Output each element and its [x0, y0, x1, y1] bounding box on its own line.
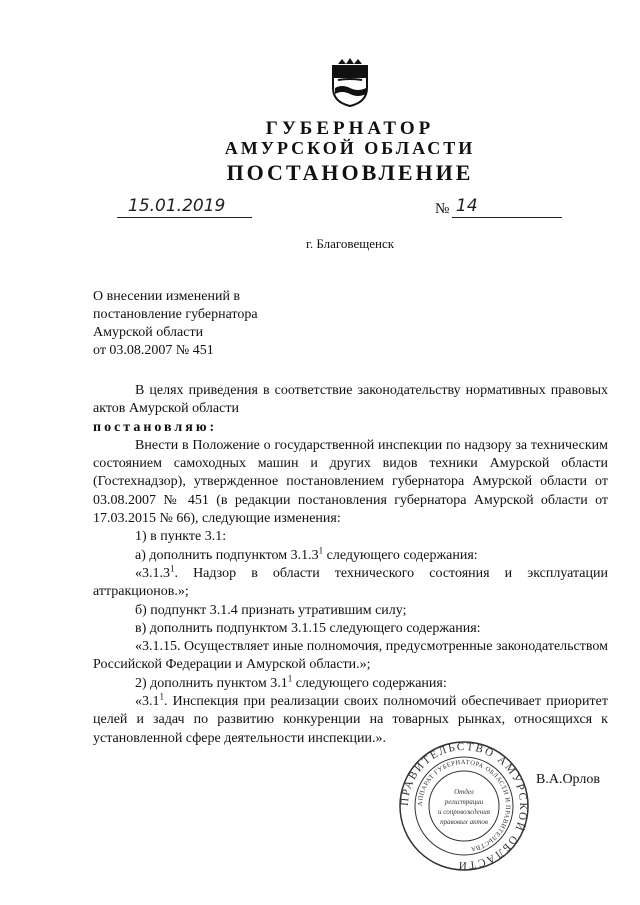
stamp-inner-text: АППАРАТ ГУБЕРНАТОРА ОБЛАСТИ И ПРАВИТЕЛЬСТВА: [416, 758, 512, 853]
decree-body: [93, 382, 608, 748]
header-title-governor: ГУБЕРНАТОР: [265, 118, 435, 139]
intro-paragraph: В целях приведения в соответствие законодательству нормативных правовых актов Амурской области: [93, 383, 608, 417]
paragraph-item-2-text: «$3.1^1$. Инспекция при реализации своих полномочий обеспечивает приоритет целей и задач по развитию конкуренции на товарных рынках, относящихся к установленной сфере деятельности инспекции.».: [93, 691, 608, 746]
stamp-center-line-2: регистрации: [444, 798, 484, 806]
paragraph-item-1b: б) подпункт 3.1.4 признать утратившим силу;: [135, 602, 407, 618]
paragraph-item-1a: а) дополнить подпунктом 3.1.3$^1$ следующего содержания:: [135, 545, 478, 563]
paragraph-item-2: 2) дополнить пунктом $3.1^1$ следующего содержания:: [135, 673, 447, 691]
paragraph-main: Внести в Положение о государственной инспекции по надзору за техническим состоянием самоходных машин и других видов техники Амурской области (Гостехнадзор), утвержденное постановлением губернатора Амурской области от 03.08.2007 № 451 (в редакции постановления губернатора Амурской области от 17.03.2015 № 66), следующие изменения:: [93, 437, 608, 527]
decree-number: 14: [456, 196, 478, 216]
date-underline: [117, 216, 252, 218]
header-title-region: АМУРСКОЙ ОБЛАСТИ: [224, 138, 476, 158]
city-name: г. Благовещенск: [305, 236, 395, 251]
stamp-center-line-3: и сопровождения: [438, 808, 490, 816]
stamp-outer-text: ПРАВИТЕЛЬСТВО АМУРСКОЙ ОБЛАСТИ: [398, 740, 530, 872]
decree-subject: О внесении изменений в постановление губернатора Амурской области от 03.08.2007 № 451: [93, 289, 258, 358]
header-title-decree: ПОСТАНОВЛЕНИЕ: [226, 160, 474, 185]
paragraph-item-1c: в) дополнить подпунктом 3.1.15 следующего содержания:: [135, 620, 481, 636]
decree-date: 15.01.2019: [128, 196, 226, 216]
paragraph-item-1a-text: «3.1.3$^1$. Надзор в области технического состояния и эксплуатации аттракционов.»;: [93, 563, 608, 600]
amur-region-coat-of-arms-icon: [330, 58, 370, 108]
stamp-center-line-1: Отдел: [454, 788, 474, 796]
stamp-center-line-4: правовых актов: [440, 818, 488, 826]
paragraph-item-1: 1) в пункте 3.1:: [135, 529, 227, 545]
paragraph-item-1c-text: «3.1.15. Осуществляет иные полномочия, предусмотренные законодательством Российской Федерации и Амурской области.»;: [93, 639, 608, 673]
number-underline: [452, 216, 562, 218]
signature-name: В.А.Орлов: [536, 772, 600, 787]
official-stamp: [398, 740, 530, 872]
number-label: №: [435, 201, 450, 217]
decree-word: постановляю:: [93, 419, 218, 435]
